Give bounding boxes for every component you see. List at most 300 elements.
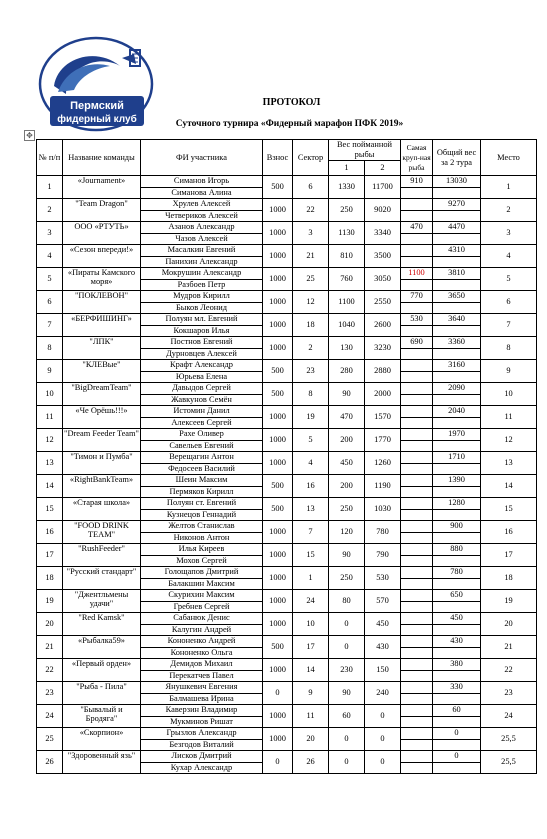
participant-name: Грызлов Александр	[141, 728, 263, 740]
fee: 1000	[263, 314, 293, 337]
participant-name: Постнов Евгений	[141, 337, 263, 349]
total-weight: 3360	[433, 337, 481, 349]
weight-round-1: 90	[329, 383, 365, 406]
participant-name: Полуян ст. Евгений	[141, 498, 263, 510]
participant-name: Кононенко Ольга	[141, 647, 263, 659]
table-row	[37, 245, 537, 257]
participant-name: Калугин Андрей	[141, 624, 263, 636]
biggest-fish-empty	[401, 578, 433, 590]
table-row	[37, 682, 537, 694]
participant-name: Кухар Александр	[141, 762, 263, 774]
weight-round-1: 200	[329, 429, 365, 452]
biggest-fish-empty	[401, 739, 433, 751]
header-fee: Взнос	[263, 140, 293, 176]
biggest-fish-empty	[401, 187, 433, 199]
participant-name: Федосеев Василий	[141, 463, 263, 475]
biggest-fish-empty	[401, 210, 433, 222]
header-weight: Вес пойманной рыбы	[329, 140, 401, 161]
weight-round-2: 2550	[365, 291, 401, 314]
biggest-fish: 770	[401, 291, 433, 303]
header-w2: 2	[365, 161, 401, 176]
team-name: «Старая школа»	[63, 498, 141, 521]
team-name: «Пираты Камского моря»	[63, 268, 141, 291]
total-weight-empty	[433, 716, 481, 728]
total-weight-empty	[433, 394, 481, 406]
weight-round-1: 470	[329, 406, 365, 429]
weight-round-1: 250	[329, 567, 365, 590]
row-number: 17	[37, 544, 63, 567]
table-row	[37, 429, 537, 441]
participant-name: Никонов Антон	[141, 532, 263, 544]
sector: 11	[293, 705, 329, 728]
weight-round-2: 530	[365, 567, 401, 590]
biggest-fish-empty	[401, 509, 433, 521]
row-number: 20	[37, 613, 63, 636]
table-row	[37, 268, 537, 280]
biggest-fish	[401, 544, 433, 556]
total-weight-empty	[433, 601, 481, 613]
table-row	[37, 383, 537, 395]
participant-name: Кокшаров Илья	[141, 325, 263, 337]
total-weight-empty	[433, 279, 481, 291]
fee: 1000	[263, 705, 293, 728]
table-row	[37, 199, 537, 211]
total-weight: 2090	[433, 383, 481, 395]
total-weight-empty	[433, 210, 481, 222]
sector: 17	[293, 636, 329, 659]
weight-round-1: 1040	[329, 314, 365, 337]
sector: 1	[293, 567, 329, 590]
sector: 5	[293, 429, 329, 452]
biggest-fish	[401, 245, 433, 257]
row-number: 19	[37, 590, 63, 613]
biggest-fish	[401, 590, 433, 602]
participant-name: Пермяков Кирилл	[141, 486, 263, 498]
total-weight: 900	[433, 521, 481, 533]
participant-name: Панихин Александр	[141, 256, 263, 268]
table-row	[37, 728, 537, 740]
total-weight-empty	[433, 463, 481, 475]
biggest-fish-empty	[401, 233, 433, 245]
total-weight: 450	[433, 613, 481, 625]
row-number: 15	[37, 498, 63, 521]
row-number: 24	[37, 705, 63, 728]
biggest-fish	[401, 360, 433, 372]
biggest-fish-empty	[401, 716, 433, 728]
row-number: 11	[37, 406, 63, 429]
total-weight-empty	[433, 647, 481, 659]
participant-name: Жавкунов Семён	[141, 394, 263, 406]
fee: 1000	[263, 659, 293, 682]
row-number: 5	[37, 268, 63, 291]
weight-round-2: 430	[365, 636, 401, 659]
participant-name: Гребнев Сергей	[141, 601, 263, 613]
biggest-fish-empty	[401, 670, 433, 682]
club-logo	[36, 36, 156, 132]
biggest-fish: 1100	[401, 268, 433, 280]
total-weight: 330	[433, 682, 481, 694]
table-row	[37, 521, 537, 533]
sector: 15	[293, 544, 329, 567]
place: 13	[481, 452, 537, 475]
weight-round-1: 1330	[329, 176, 365, 199]
participant-name: Голощапов Дмитрий	[141, 567, 263, 579]
team-name: "Тимон и Пумба"	[63, 452, 141, 475]
weight-round-1: 450	[329, 452, 365, 475]
participant-name: Перекатчев Павел	[141, 670, 263, 682]
total-weight: 1280	[433, 498, 481, 510]
biggest-fish-empty	[401, 440, 433, 452]
biggest-fish-empty	[401, 601, 433, 613]
sector: 16	[293, 475, 329, 498]
weight-round-2: 240	[365, 682, 401, 705]
table-row	[37, 475, 537, 487]
weight-round-1: 90	[329, 544, 365, 567]
fee: 500	[263, 176, 293, 199]
participant-name: Мукминов Ришат	[141, 716, 263, 728]
weight-round-2: 150	[365, 659, 401, 682]
total-weight: 880	[433, 544, 481, 556]
participant-name: Верещагин Антон	[141, 452, 263, 464]
total-weight-empty	[433, 762, 481, 774]
weight-round-2: 9020	[365, 199, 401, 222]
place: 9	[481, 360, 537, 383]
sector: 26	[293, 751, 329, 774]
team-name: «Journament»	[63, 176, 141, 199]
fee: 1000	[263, 406, 293, 429]
weight-round-1: 200	[329, 475, 365, 498]
sector: 14	[293, 659, 329, 682]
row-number: 22	[37, 659, 63, 682]
table-row	[37, 544, 537, 556]
fee: 1000	[263, 245, 293, 268]
participant-name: Давыдов Сергей	[141, 383, 263, 395]
team-name: "Рыба - Пила"	[63, 682, 141, 705]
fee: 1000	[263, 613, 293, 636]
fee: 500	[263, 636, 293, 659]
participant-name: Мохов Сергей	[141, 555, 263, 567]
biggest-fish-empty	[401, 371, 433, 383]
total-weight-empty	[433, 670, 481, 682]
total-weight: 3650	[433, 291, 481, 303]
sector: 19	[293, 406, 329, 429]
place: 24	[481, 705, 537, 728]
table-row	[37, 613, 537, 625]
total-weight-empty	[433, 624, 481, 636]
table-row	[37, 360, 537, 372]
place: 18	[481, 567, 537, 590]
total-weight: 3640	[433, 314, 481, 326]
team-name: "Здоровенный язь"	[63, 751, 141, 774]
table-row	[37, 567, 537, 579]
table-row	[37, 406, 537, 418]
place: 25,5	[481, 751, 537, 774]
total-weight: 60	[433, 705, 481, 717]
total-weight: 0	[433, 728, 481, 740]
participant-name: Янушкевич Евгения	[141, 682, 263, 694]
header-row	[37, 140, 537, 161]
table-row	[37, 222, 537, 234]
place: 4	[481, 245, 537, 268]
biggest-fish-empty	[401, 463, 433, 475]
table-row	[37, 705, 537, 717]
logo-text-1: Пермский	[70, 100, 124, 112]
team-name: ООО «РТУТЬ»	[63, 222, 141, 245]
fee: 1000	[263, 728, 293, 751]
participant-name: Чазов Алексей	[141, 233, 263, 245]
participant-name: Симанов Игорь	[141, 176, 263, 188]
sector: 6	[293, 176, 329, 199]
biggest-fish	[401, 659, 433, 671]
biggest-fish: 530	[401, 314, 433, 326]
fee: 1000	[263, 337, 293, 360]
table-row	[37, 498, 537, 510]
row-number: 4	[37, 245, 63, 268]
biggest-fish	[401, 613, 433, 625]
total-weight-empty	[433, 532, 481, 544]
table-row	[37, 636, 537, 648]
biggest-fish-empty	[401, 417, 433, 429]
weight-round-2: 780	[365, 521, 401, 544]
total-weight-empty	[433, 187, 481, 199]
total-weight-empty	[433, 578, 481, 590]
biggest-fish-empty	[401, 486, 433, 498]
place: 5	[481, 268, 537, 291]
participant-name: Азанов Александр	[141, 222, 263, 234]
fee: 1000	[263, 590, 293, 613]
participant-name: Скурихин Максим	[141, 590, 263, 602]
weight-round-2: 450	[365, 613, 401, 636]
weight-round-2: 2600	[365, 314, 401, 337]
weight-round-2: 570	[365, 590, 401, 613]
participant-name: Кононенко Андрей	[141, 636, 263, 648]
header-w1: 1	[329, 161, 365, 176]
weight-round-2: 1570	[365, 406, 401, 429]
fee: 1000	[263, 521, 293, 544]
row-number: 21	[37, 636, 63, 659]
weight-round-2: 2000	[365, 383, 401, 406]
weight-round-1: 60	[329, 705, 365, 728]
sector: 13	[293, 498, 329, 521]
total-weight-empty	[433, 486, 481, 498]
row-number: 9	[37, 360, 63, 383]
biggest-fish-empty	[401, 532, 433, 544]
place: 19	[481, 590, 537, 613]
weight-round-2: 790	[365, 544, 401, 567]
sector: 12	[293, 291, 329, 314]
sector: 18	[293, 314, 329, 337]
biggest-fish	[401, 705, 433, 717]
place: 14	[481, 475, 537, 498]
participant-name: Симанова Алина	[141, 187, 263, 199]
weight-round-2: 0	[365, 728, 401, 751]
fee: 1000	[263, 567, 293, 590]
total-weight: 1970	[433, 429, 481, 441]
total-weight: 1710	[433, 452, 481, 464]
weight-round-2: 1260	[365, 452, 401, 475]
biggest-fish	[401, 636, 433, 648]
place: 1	[481, 176, 537, 199]
sector: 21	[293, 245, 329, 268]
header-sector: Сектор	[293, 140, 329, 176]
biggest-fish-empty	[401, 624, 433, 636]
participant-name: Безгодов Виталий	[141, 739, 263, 751]
participant-name: Савельев Евгений	[141, 440, 263, 452]
team-name: "ЛПК"	[63, 337, 141, 360]
weight-round-2: 11700	[365, 176, 401, 199]
participant-name: Крафт Александр	[141, 360, 263, 372]
place: 20	[481, 613, 537, 636]
participant-name: Сабанюк Денис	[141, 613, 263, 625]
total-weight: 2040	[433, 406, 481, 418]
fee: 500	[263, 360, 293, 383]
team-name: "Team Dragon"	[63, 199, 141, 222]
weight-round-1: 0	[329, 636, 365, 659]
total-weight: 9270	[433, 199, 481, 211]
participant-name: Хрулев Алексей	[141, 199, 263, 211]
total-weight-empty	[433, 348, 481, 360]
fee: 500	[263, 475, 293, 498]
sector: 25	[293, 268, 329, 291]
weight-round-2: 1770	[365, 429, 401, 452]
participant-name: Желтов Станислав	[141, 521, 263, 533]
participant-name: Лисков Дмитрий	[141, 751, 263, 763]
total-weight: 650	[433, 590, 481, 602]
participant-name: Полуян мл. Евгений	[141, 314, 263, 326]
sector: 10	[293, 613, 329, 636]
total-weight-empty	[433, 256, 481, 268]
row-number: 1	[37, 176, 63, 199]
weight-round-1: 250	[329, 199, 365, 222]
biggest-fish	[401, 475, 433, 487]
total-weight-empty	[433, 555, 481, 567]
participant-name: Алексеев Сергей	[141, 417, 263, 429]
team-name: "КЛЕВые"	[63, 360, 141, 383]
place: 8	[481, 337, 537, 360]
team-name: «БЕРФИШИНГ»	[63, 314, 141, 337]
team-name: "ПОКЛЕВОН"	[63, 291, 141, 314]
place: 6	[481, 291, 537, 314]
total-weight: 4470	[433, 222, 481, 234]
row-number: 2	[37, 199, 63, 222]
biggest-fish	[401, 682, 433, 694]
fee: 1000	[263, 291, 293, 314]
team-name: "Red Kamsk"	[63, 613, 141, 636]
row-number: 12	[37, 429, 63, 452]
weight-round-1: 90	[329, 682, 365, 705]
table-move-handle-icon[interactable]: ✥	[24, 130, 35, 141]
table-row	[37, 590, 537, 602]
team-name: «Скорпион»	[63, 728, 141, 751]
total-weight-empty	[433, 302, 481, 314]
row-number: 8	[37, 337, 63, 360]
header-fio: ФИ участника	[141, 140, 263, 176]
biggest-fish: 910	[401, 176, 433, 188]
row-number: 7	[37, 314, 63, 337]
total-weight-empty	[433, 693, 481, 705]
biggest-fish	[401, 567, 433, 579]
weight-round-1: 120	[329, 521, 365, 544]
fee: 1000	[263, 544, 293, 567]
place: 23	[481, 682, 537, 705]
total-weight: 430	[433, 636, 481, 648]
biggest-fish	[401, 498, 433, 510]
participant-name: Мудров Кирилл	[141, 291, 263, 303]
weight-round-2: 3230	[365, 337, 401, 360]
biggest-fish	[401, 728, 433, 740]
weight-round-1: 810	[329, 245, 365, 268]
row-number: 25	[37, 728, 63, 751]
fee: 500	[263, 383, 293, 406]
participant-name: Истомин Данил	[141, 406, 263, 418]
biggest-fish	[401, 751, 433, 763]
weight-round-1: 1100	[329, 291, 365, 314]
weight-round-1: 1130	[329, 222, 365, 245]
header-place: Место	[481, 140, 537, 176]
row-number: 3	[37, 222, 63, 245]
sector: 20	[293, 728, 329, 751]
place: 11	[481, 406, 537, 429]
biggest-fish-empty	[401, 256, 433, 268]
total-weight-empty	[433, 325, 481, 337]
biggest-fish	[401, 383, 433, 395]
place: 17	[481, 544, 537, 567]
table-row	[37, 751, 537, 763]
team-name: «RightBankTeam»	[63, 475, 141, 498]
weight-round-2: 0	[365, 751, 401, 774]
place: 10	[481, 383, 537, 406]
row-number: 16	[37, 521, 63, 544]
place: 3	[481, 222, 537, 245]
sector: 24	[293, 590, 329, 613]
team-name: "Dream Feeder Team"	[63, 429, 141, 452]
total-weight: 3810	[433, 268, 481, 280]
results-table	[36, 139, 537, 774]
weight-round-2: 3500	[365, 245, 401, 268]
fee: 1000	[263, 199, 293, 222]
row-number: 18	[37, 567, 63, 590]
weight-round-2: 2880	[365, 360, 401, 383]
table-row	[37, 291, 537, 303]
table-row	[37, 337, 537, 349]
total-weight-empty	[433, 739, 481, 751]
weight-round-1: 130	[329, 337, 365, 360]
team-name: "BigDreamTeam"	[63, 383, 141, 406]
header-total: Общий вес за 2 тура	[433, 140, 481, 176]
table-row	[37, 314, 537, 326]
header-team: Название команды	[63, 140, 141, 176]
biggest-fish	[401, 406, 433, 418]
total-weight: 4310	[433, 245, 481, 257]
weight-round-1: 230	[329, 659, 365, 682]
fee: 1000	[263, 222, 293, 245]
total-weight-empty	[433, 417, 481, 429]
participant-name: Балмашева Ирина	[141, 693, 263, 705]
biggest-fish-empty	[401, 394, 433, 406]
biggest-fish	[401, 199, 433, 211]
place: 2	[481, 199, 537, 222]
total-weight: 1390	[433, 475, 481, 487]
table-row	[37, 176, 537, 188]
sector: 22	[293, 199, 329, 222]
team-name: "Джентльмены удачи"	[63, 590, 141, 613]
weight-round-1: 0	[329, 751, 365, 774]
team-name: «Сезон впереди!»	[63, 245, 141, 268]
total-weight-empty	[433, 509, 481, 521]
participant-name: Демидов Михаил	[141, 659, 263, 671]
logo-text-2: фидерный клуб	[57, 114, 137, 125]
sector: 3	[293, 222, 329, 245]
